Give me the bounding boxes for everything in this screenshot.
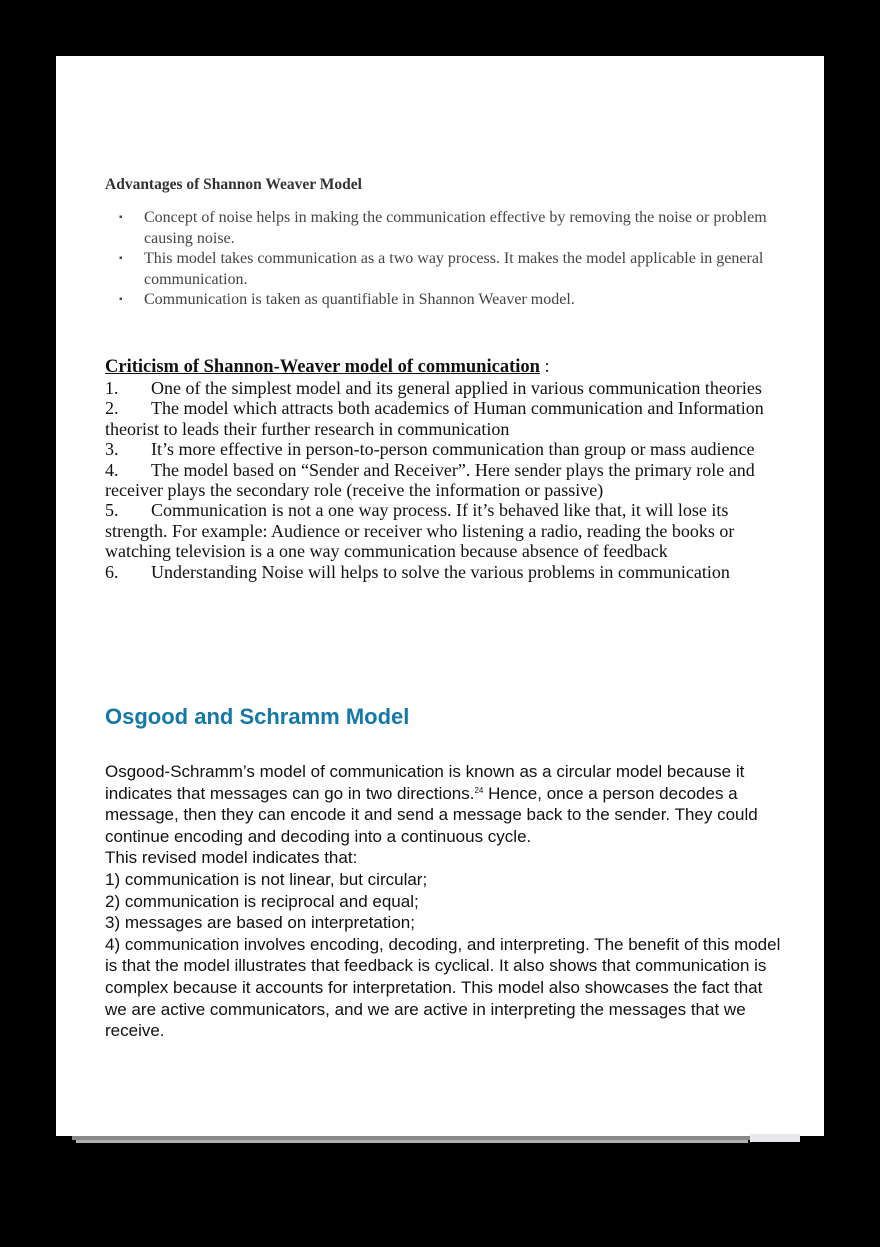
advantages-item-text: This model takes communication as a two way process. It makes the model applicable in general communication. — [144, 250, 764, 288]
criticism-item-text: One of the simplest model and its general applied in various communication theories — [151, 378, 762, 398]
criticism-heading-text: Criticism of Shannon-Weaver model of communication — [105, 357, 540, 377]
document-page — [56, 56, 824, 1136]
criticism-item — [105, 439, 780, 459]
footnote-reference[interactable]: 24 — [474, 785, 484, 795]
osgood-point: 3) messages are based on interpretation; — [105, 913, 415, 933]
osgood-revised-intro: This revised model indicates that: — [105, 848, 358, 868]
criticism-item-text: The model which attracts both academics of Human communication and Information theorist to leads their further research in communication — [105, 398, 764, 439]
criticism-item-text: Understanding Noise will helps to solve the various problems in communication — [151, 561, 730, 582]
criticism-item-number: 2. — [105, 398, 119, 419]
advantages-item-text: Concept of noise helps in making the communication effective by removing the noise or problem causing noise. — [144, 209, 767, 247]
criticism-item — [105, 562, 780, 582]
criticism-item — [105, 378, 780, 398]
osgood-intro-paragraph — [105, 761, 783, 847]
advantages-item — [105, 290, 775, 311]
square-bullet-icon: ▪ — [119, 212, 123, 223]
advantages-item-text: Communication is taken as quantifiable in Shannon Weaver model. — [144, 291, 575, 308]
criticism-item-number: 1. — [105, 378, 119, 398]
advantages-item — [105, 249, 775, 290]
osgood-intro-text: Osgood-Schramm’s model of communication is known as a circular model because it indicates that messages can go in two directions. — [105, 762, 745, 803]
criticism-item — [105, 460, 780, 501]
page-bottom-scrollbar-track — [76, 1140, 748, 1143]
criticism-list — [105, 378, 780, 582]
criticism-item — [105, 500, 780, 561]
osgood-intro-text-continued: Hence, once a person decodes a message, then they can encode it and send a message back to the sender. They could continue encoding and decoding into a continuous cycle. — [105, 783, 758, 846]
advantages-item — [105, 208, 775, 249]
page-bottom-corner — [750, 1134, 800, 1142]
criticism-item-text: It’s more effective in person-to-person communication than group or mass audience — [151, 439, 755, 460]
advantages-list — [105, 208, 775, 311]
criticism-item-number: 3. — [105, 439, 119, 460]
criticism-heading-colon: : — [539, 357, 550, 377]
osgood-point: 2) communication is reciprocal and equal; — [105, 891, 419, 911]
square-bullet-icon: ▪ — [119, 294, 123, 305]
osgood-schramm-heading: Osgood and Schramm Model — [105, 704, 410, 729]
osgood-schramm-body — [105, 761, 783, 1042]
advantages-heading: Advantages of Shannon Weaver Model — [105, 176, 362, 193]
criticism-item-number: 4. — [105, 459, 119, 480]
criticism-item-number: 5. — [105, 500, 119, 521]
criticism-item — [105, 398, 780, 439]
criticism-item-text: Communication is not a one way process. If it’s behaved like that, it will lose its strength. For example: Audience or receiver who listening a radio, reading the books or watching television is a one way communication because absence of feedback — [105, 500, 735, 562]
criticism-item-text: The model based on “Sender and Receiver”. Here sender plays the primary role and receiver plays the secondary role (receive the information or passive) — [105, 459, 755, 501]
criticism-heading — [105, 357, 550, 378]
criticism-item-number: 6. — [105, 561, 119, 582]
square-bullet-icon: ▪ — [119, 253, 123, 264]
osgood-point: 1) communication is not linear, but circular; — [105, 869, 428, 889]
osgood-point: 4) communication involves encoding, decoding, and interpreting. The benefit of this model is that the model illustrates that feedback is cyclical. It also shows that communication is complex because it accounts for interpretation. This model also showcases the fact that we are active communicators, and we are active in interpreting the messages that we receive. — [105, 934, 781, 1041]
